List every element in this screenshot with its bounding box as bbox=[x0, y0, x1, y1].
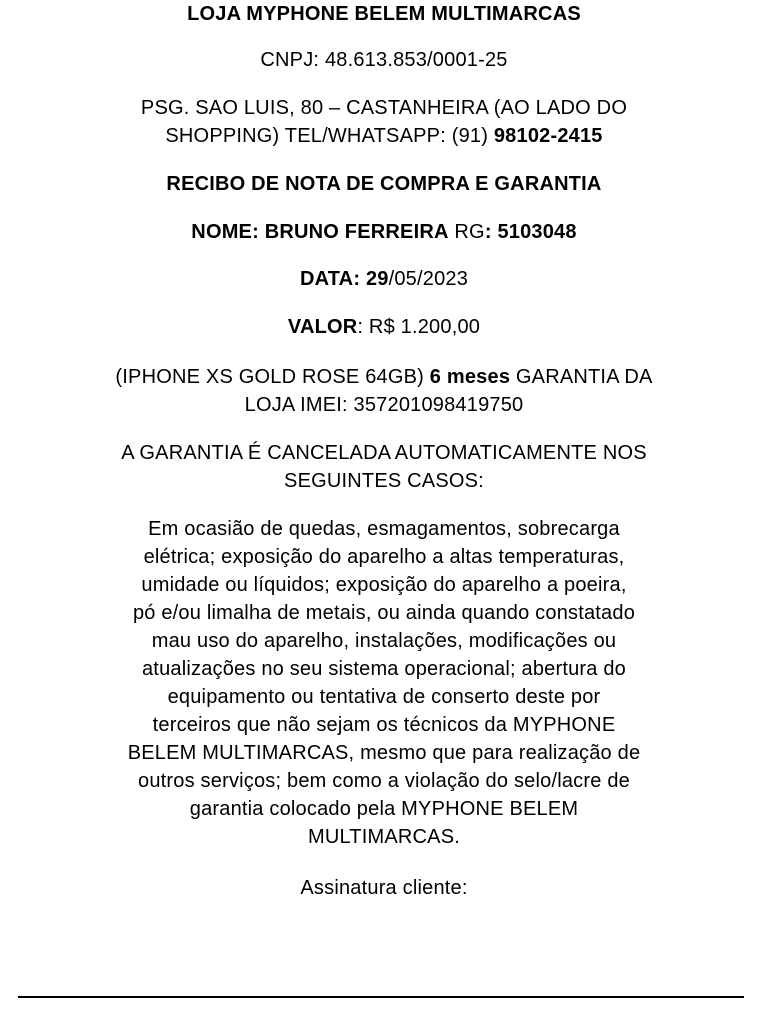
date-label: DATA: bbox=[299, 268, 366, 290]
value-label: VALOR bbox=[287, 316, 358, 338]
product-suffix: GARANTIA DA bbox=[510, 366, 653, 388]
terms-line: outros serviços; bem como a violação do selo/lacre de bbox=[138, 770, 630, 792]
rg-value: 5103048 bbox=[497, 221, 577, 243]
terms-line: pó e/ou limalha de metais, ou ainda quando constatado bbox=[132, 602, 636, 624]
rg-label: RG bbox=[448, 221, 485, 243]
terms-line: equipamento ou tentativa de conserto deste por bbox=[167, 686, 601, 708]
terms-heading-2: SEGUINTES CASOS: bbox=[284, 470, 484, 492]
product-name: (IPHONE XS GOLD ROSE 64GB) bbox=[115, 366, 430, 388]
address-phone-prefix: SHOPPING) TEL/WHATSAPP: (91) bbox=[165, 125, 494, 147]
terms-line: MULTIMARCAS. bbox=[307, 826, 461, 848]
imei-line: LOJA IMEI: 357201098419750 bbox=[244, 394, 524, 416]
signature-label: Assinatura cliente: bbox=[300, 877, 468, 899]
terms-line: Em ocasião de quedas, esmagamentos, sobrecarga bbox=[148, 518, 620, 540]
customer-name: NOME: BRUNO FERREIRA bbox=[191, 221, 449, 243]
date-line bbox=[8, 267, 760, 291]
store-name: LOJA MYPHONE BELEM MULTIMARCAS bbox=[187, 3, 581, 25]
value-line bbox=[8, 315, 760, 339]
signature-line bbox=[18, 996, 744, 998]
customer-line bbox=[8, 220, 760, 244]
cnpj-label: CNPJ: bbox=[260, 49, 320, 71]
address-line-1: PSG. SAO LUIS, 80 – CASTANHEIRA (AO LADO DO bbox=[140, 97, 628, 119]
terms-line: terceiros que não sejam os técnicos da MYPHONE bbox=[152, 714, 616, 736]
terms-line: atualizações no seu sistema operacional; abertura do bbox=[141, 658, 627, 680]
terms-line: elétrica; exposição do aparelho a altas temperaturas, bbox=[143, 546, 625, 568]
warranty-period: 6 meses bbox=[429, 366, 511, 388]
cnpj-line bbox=[8, 48, 760, 72]
receipt-title: RECIBO DE NOTA DE COMPRA E GARANTIA bbox=[166, 173, 602, 195]
terms-line: mau uso do aparelho, instalações, modificações ou bbox=[151, 630, 617, 652]
terms-heading-1: A GARANTIA É CANCELADA AUTOMATICAMENTE NOS bbox=[121, 442, 647, 464]
value-amount: : R$ 1.200,00 bbox=[357, 316, 481, 338]
rg-colon: : bbox=[484, 221, 498, 243]
terms-line: umidade ou líquidos; exposição do aparelho a poeira, bbox=[141, 574, 627, 596]
terms-line: BELEM MULTIMARCAS, mesmo que para realização de bbox=[127, 742, 641, 764]
date-day: 29 bbox=[365, 268, 389, 290]
terms-line: garantia colocado pela MYPHONE BELEM bbox=[189, 798, 579, 820]
phone-number: 98102-2415 bbox=[493, 125, 603, 147]
product-line bbox=[8, 365, 760, 389]
cnpj-value: 48.613.853/0001-25 bbox=[324, 49, 508, 71]
address-line-2 bbox=[8, 124, 760, 148]
date-rest: /05/2023 bbox=[388, 268, 469, 290]
